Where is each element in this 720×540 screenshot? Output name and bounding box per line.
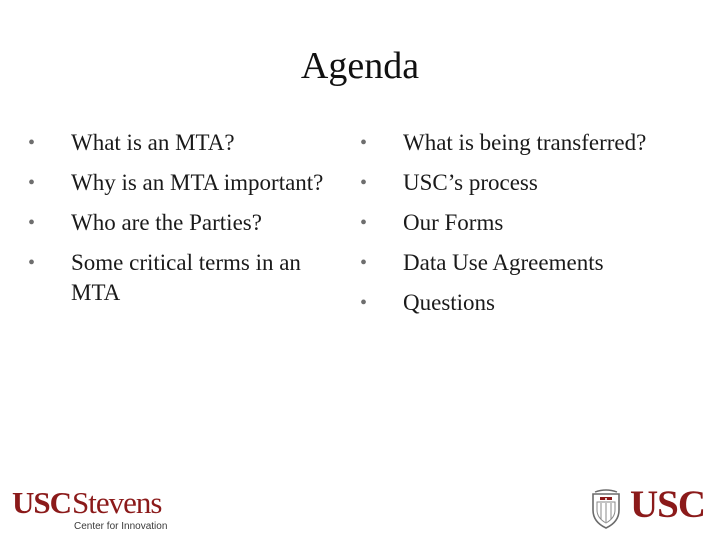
logo-usc-text: USC (630, 483, 706, 526)
bullet-text: Some critical terms in an MTA (71, 250, 301, 305)
bullet-text: Our Forms (403, 210, 504, 235)
usc-logo (590, 483, 708, 530)
right-column (360, 128, 690, 328)
bullet-text: What is being transferred? (403, 130, 647, 155)
bullet-item (360, 248, 690, 278)
logo-usc-text: USC (12, 485, 72, 520)
bullet-item (28, 248, 353, 308)
bullet-text: Why is an MTA important? (71, 170, 324, 195)
bullet-text: Questions (403, 290, 495, 315)
bullet-item (28, 208, 353, 238)
bullet-text: Data Use Agreements (403, 250, 604, 275)
bullet-item (28, 168, 353, 198)
left-bullet-list (28, 128, 353, 308)
left-column (28, 128, 353, 318)
bullet-dot: • (360, 172, 368, 194)
logo-stevens-text: Stevens (72, 485, 162, 520)
right-bullet-list (360, 128, 690, 318)
bullet-item (360, 288, 690, 318)
bullet-text: Who are the Parties? (71, 210, 262, 235)
usc-stevens-logo (12, 487, 172, 531)
usc-shield-seal-icon (590, 488, 622, 530)
bullet-text: USC’s process (403, 170, 538, 195)
slide-title: Agenda (300, 45, 420, 87)
bullet-dot: • (360, 252, 368, 274)
bullet-dot: • (28, 212, 36, 234)
bullet-text: What is an MTA? (71, 130, 235, 155)
bullet-dot: • (28, 132, 36, 154)
bullet-item (360, 128, 690, 158)
bullet-dot: • (28, 172, 36, 194)
bullet-dot: • (360, 132, 368, 154)
bullet-item (28, 128, 353, 158)
bullet-item (360, 168, 690, 198)
bullet-item (360, 208, 690, 238)
logo-tagline: Center for Innovation (74, 521, 168, 532)
bullet-dot: • (28, 252, 36, 274)
bullet-dot: • (360, 292, 368, 314)
bullet-dot: • (360, 212, 368, 234)
